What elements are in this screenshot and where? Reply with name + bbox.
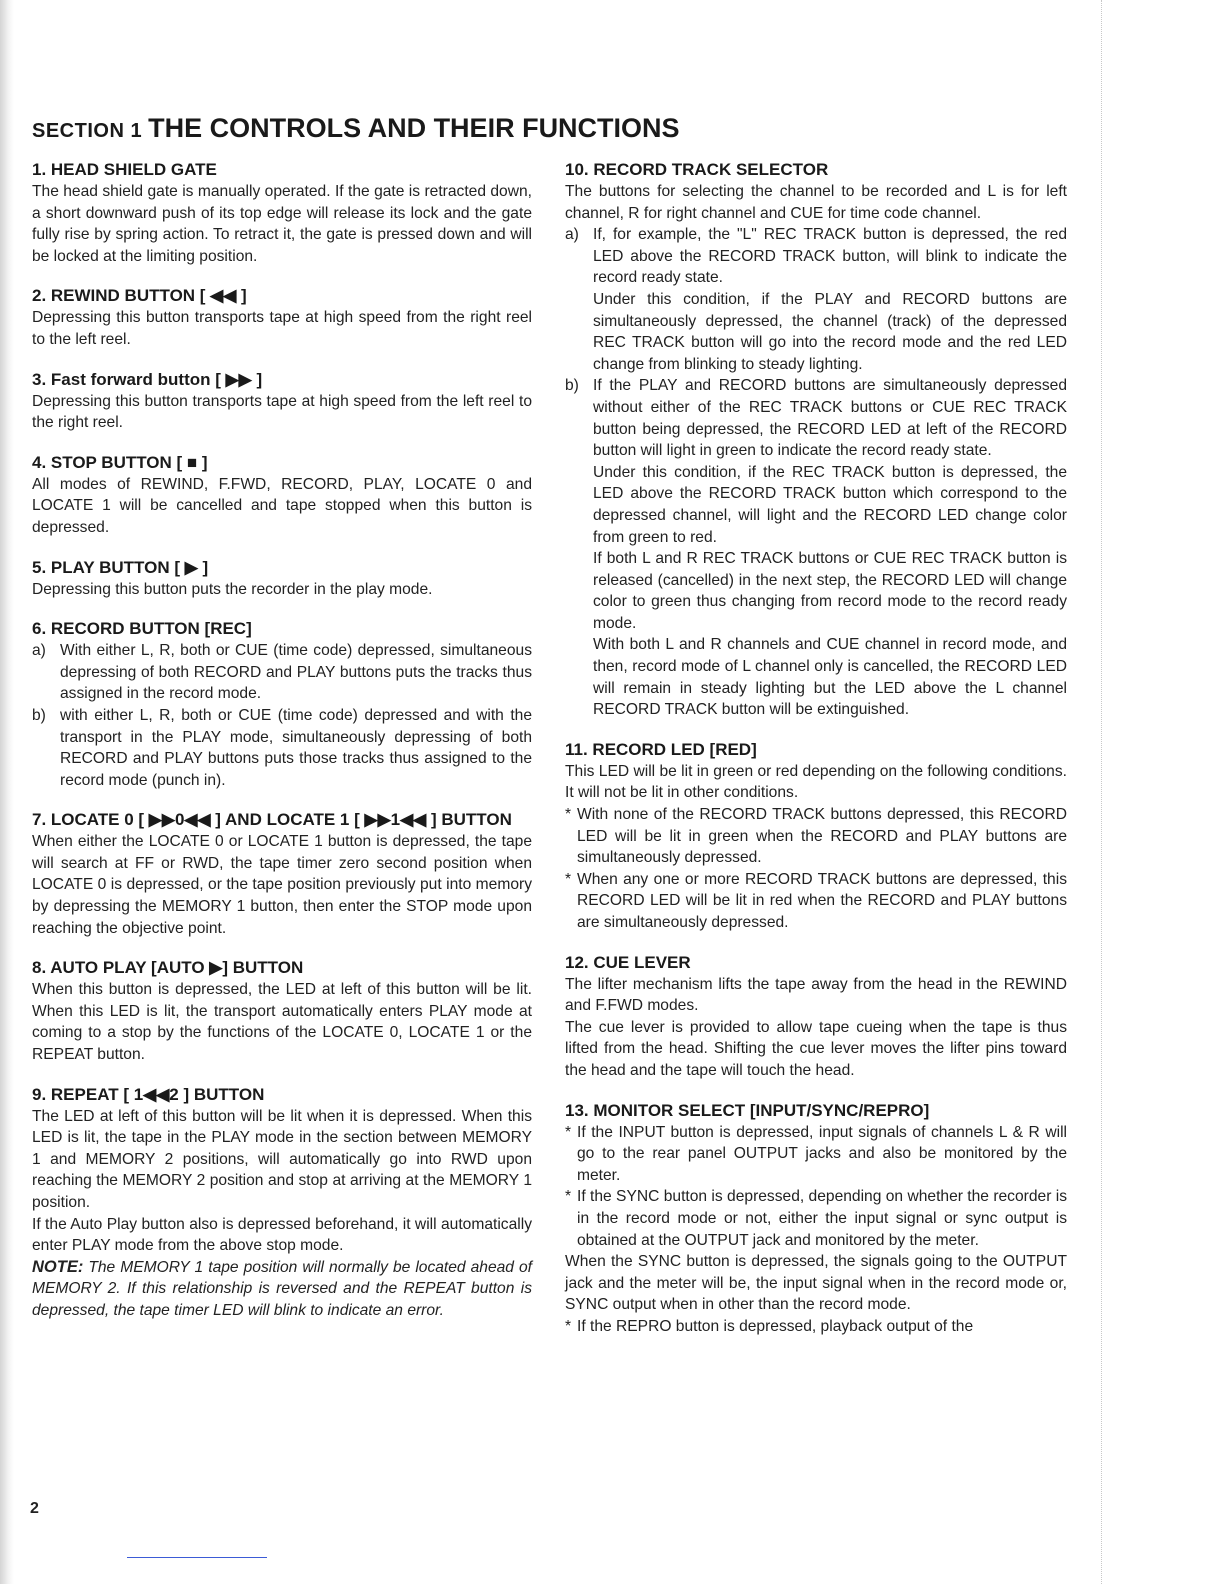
list-marker: a)	[565, 226, 579, 244]
bullet-marker: *	[565, 806, 572, 824]
item-body: This LED will be lit in green or red depending on the following conditions. It will not be lit in other conditions.	[565, 762, 1067, 802]
item-title: 9. REPEAT [ 1◀◀2 ] BUTTON	[32, 1084, 265, 1104]
bullet-item	[565, 1186, 1067, 1251]
item-record-led	[565, 739, 1067, 934]
bullet-item	[565, 1316, 1067, 1338]
list-text: With either L, R, both or CUE (time code) depressed, simultaneous depressing of both RECORD and PLAY buttons puts the tracks thus assigned in the record mode.	[60, 642, 532, 703]
item-monitor-select	[565, 1100, 1067, 1338]
item-title: 4. STOP BUTTON [ ■ ]	[32, 452, 208, 472]
item-body: The cue lever is provided to allow tape cueing when the tape is thus lifted from the head. Shifting the cue lever moves the lifter pins toward the head and the tape will touch the head.	[565, 1018, 1067, 1079]
item-record-track-selector	[565, 159, 1067, 721]
item-auto-play-button	[32, 957, 532, 1065]
list-marker: a)	[32, 642, 46, 660]
list-item	[565, 224, 1067, 375]
note	[32, 1257, 532, 1322]
item-body: Depressing this button transports tape at high speed from the right reel to the left reel.	[32, 309, 532, 348]
list-text: Under this condition, if the REC TRACK button is depressed, the LED above the RECORD TRACK button which correspond to the depressed channel, will light and the RECORD LED change color from green to red.	[593, 463, 1067, 546]
list-text: If both L and R REC TRACK buttons or CUE REC TRACK button is released (cancelled) in the next step, the RECORD LED will change color to green thus changing from record mode to the record ready mode.	[593, 550, 1067, 632]
list-item	[565, 375, 1067, 721]
item-repeat-button	[32, 1084, 532, 1322]
scan-right-edge	[1101, 0, 1102, 1584]
page-number: 2	[30, 1500, 39, 1517]
item-body: All modes of REWIND, F.FWD, RECORD, PLAY, LOCATE 0 and LOCATE 1 will be cancelled and tape stopped when this button is depressed.	[32, 475, 532, 536]
item-body: Depressing this button transports tape at high speed from the left reel to the right reel.	[32, 392, 532, 432]
list-marker: b)	[565, 377, 579, 395]
item-title: 1. HEAD SHIELD GATE	[32, 160, 217, 179]
item-body: Depressing this button puts the recorder in the play mode.	[32, 580, 433, 598]
item-head-shield-gate	[32, 159, 532, 267]
list-text: If, for example, the "L" REC TRACK button is depressed, the red LED above the RECORD TRACK button, will blink to indicate the record ready state.	[593, 226, 1067, 287]
bullet-text: If the SYNC button is depressed, depending on whether the recorder is in the record mode or not, either the input signal or sync output is obtained at the OUTPUT jack and monitored by the meter.	[577, 1188, 1067, 1249]
item-cue-lever	[565, 952, 1067, 1082]
list-item	[32, 640, 532, 705]
scan-page-edge	[0, 0, 14, 1584]
item-fast-forward-button	[32, 369, 532, 434]
item-title: 12. CUE LEVER	[565, 952, 691, 972]
section-label: SECTION 1	[32, 120, 143, 142]
section-title: THE CONTROLS AND THEIR FUNCTIONS	[148, 113, 680, 143]
item-play-button	[32, 557, 532, 601]
bullet-marker: *	[565, 1123, 572, 1141]
item-stop-button	[32, 452, 532, 539]
item-title: 10. RECORD TRACK SELECTOR	[565, 160, 829, 179]
item-body: The buttons for selecting the channel to be recorded and L is for left channel, R for right channel and CUE for time code channel.	[565, 183, 1067, 222]
bullet-marker: *	[565, 1188, 572, 1206]
item-rewind-button	[32, 285, 532, 350]
note-label: NOTE:	[32, 1257, 84, 1276]
bullet-text: If the REPRO button is depressed, playback output of the	[577, 1317, 974, 1335]
bullet-text: If the INPUT button is depressed, input signals of channels L & R will go to the rear panel OUTPUT jacks and also be monitored by the meter.	[577, 1123, 1067, 1184]
item-body: The head shield gate is manually operated. If the gate is retracted down, a short downward push of its top edge will release its lock and the gate fully rise by spring action. To retract it, the gate is pressed down and will be locked at the limiting position.	[32, 183, 532, 265]
item-title: 2. REWIND BUTTON [ ◀◀ ]	[32, 286, 247, 306]
item-title: 7. LOCATE 0 [ ▶▶0◀◀ ] AND LOCATE 1 [ ▶▶1◀◀ ] BUTTON	[32, 810, 512, 830]
item-body: When the SYNC button is depressed, the signals going to the OUTPUT jack and the meter will be, the input signal when in the record mode or, SYNC output when in other than the record mode.	[565, 1253, 1067, 1314]
item-list	[565, 224, 1067, 721]
bullet-text: With none of the RECORD TRACK buttons depressed, this RECORD LED will be lit in green when the RECORD and PLAY buttons are simultaneously depressed.	[577, 806, 1067, 867]
item-list	[32, 640, 532, 791]
item-body: The LED at left of this button will be lit when it is depressed. When this LED is lit, the tape in the PLAY mode in the section between MEMORY 1 and MEMORY 2 positions, will automatically go into RWD upon reaching the MEMORY 2 position and stop at arriving at the MEMORY 1 position.	[32, 1107, 532, 1211]
list-text: If the PLAY and RECORD buttons are simultaneously depressed without either of the REC TRACK buttons or CUE REC TRACK button being depressed, the RECORD LED at left of the RECORD button will light in green to indicate the record ready state.	[593, 377, 1067, 460]
note-text: The MEMORY 1 tape position will normally be located ahead of MEMORY 2. If this relationship is reversed and the REPEAT button is depressed, the tape timer LED will blink to indicate an error.	[32, 1258, 532, 1319]
item-title: 6. RECORD BUTTON [REC]	[32, 619, 252, 639]
bullet-marker: *	[565, 1317, 572, 1335]
list-text: with either L, R, both or CUE (time code) depressed and with the transport in the PLAY mode, simultaneously depressing of both RECORD and PLAY buttons puts those tracks thus assigned to the record mode (punch in).	[60, 706, 532, 789]
bullet-item	[565, 869, 1067, 934]
bullet-item	[565, 804, 1067, 869]
right-column	[565, 159, 1067, 1356]
list-text: Under this condition, if the PLAY and RECORD buttons are simultaneously depressed, the channel (track) of the depressed REC TRACK button will go into the record mode and the red LED change from blinking to steady lighting.	[593, 290, 1067, 373]
bullet-text: When any one or more RECORD TRACK buttons are depressed, this RECORD LED will be lit in red when the RECORD and PLAY buttons are simultaneously depressed.	[577, 870, 1067, 931]
item-body: If the Auto Play button also is depressed beforehand, it will automatically enter PLAY mode from the above stop mode.	[32, 1215, 532, 1255]
item-title: 8. AUTO PLAY [AUTO ▶] BUTTON	[32, 958, 304, 978]
list-item	[32, 705, 532, 791]
bullet-item	[565, 1122, 1067, 1187]
list-text: With both L and R channels and CUE channel in record mode, and then, record mode of L channel only is cancelled, the RECORD LED will remain in steady lighting but the LED above the L channel RECORD TRACK button will be extinguished.	[593, 636, 1067, 719]
item-body: When either the LOCATE 0 or LOCATE 1 button is depressed, the tape will search at FF or RWD, the tape timer zero second position when LOCATE 0 is depressed, or the tape position previously put into memory by depressing the MEMORY 1 button, then enter the STOP mode upon reaching the objective point.	[32, 833, 532, 937]
item-title: 5. PLAY BUTTON [ ▶ ]	[32, 557, 209, 577]
item-title: 11. RECORD LED [RED]	[565, 739, 757, 759]
item-body: When this button is depressed, the LED at left of this button will be lit. When this LED is lit, the transport automatically enters PLAY mode at coming to a stop by the functions of the LOCATE 0, LOCATE 1 or the REPEAT button.	[32, 981, 532, 1064]
item-title: 3. Fast forward button [ ▶▶ ]	[32, 369, 263, 389]
bottom-line-mark	[127, 1557, 267, 1558]
item-body: The lifter mechanism lifts the tape away from the head in the REWIND and F.FWD modes.	[565, 975, 1067, 1015]
item-locate-buttons	[32, 809, 532, 939]
bullet-list	[565, 804, 1067, 934]
bullet-marker: *	[565, 870, 572, 888]
section-heading	[32, 108, 680, 145]
item-title: 13. MONITOR SELECT [INPUT/SYNC/REPRO]	[565, 1100, 930, 1120]
item-record-button	[32, 618, 532, 791]
left-column	[32, 159, 532, 1340]
bullet-list	[565, 1122, 1067, 1252]
bullet-list	[565, 1316, 1067, 1338]
list-marker: b)	[32, 706, 46, 724]
